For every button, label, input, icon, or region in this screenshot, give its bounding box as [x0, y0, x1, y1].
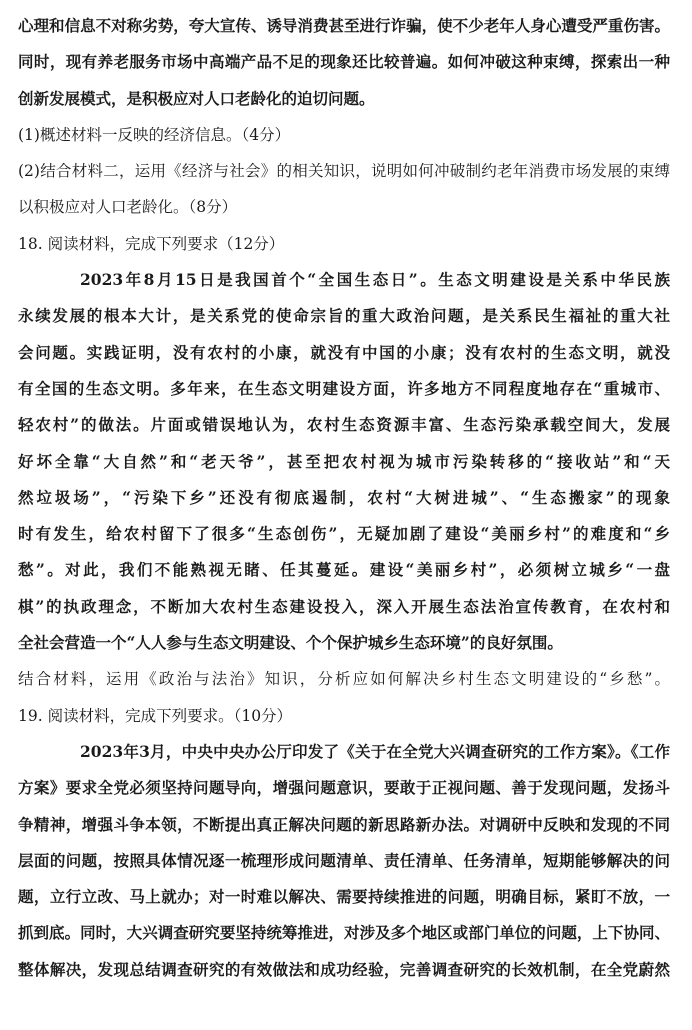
- text-line: 棋”的执政理念，不断加大农村生态建设投入，深入开展生态法治宣传教育，在农村和: [18, 596, 670, 616]
- text-line: 创新发展模式，是积极应对人口老龄化的迫切问题。: [18, 88, 375, 108]
- text-line: 会问题。实践证明，没有农村的小康，就没有中国的小康；没有农村的生态文明，就没: [18, 342, 670, 362]
- text-line: 全社会营造一个“人人参与生态文明建设、个个保护城乡生态环境”的良好氛围。: [18, 633, 563, 653]
- text-line: 以积极应对人口老龄化。（8分）: [18, 198, 238, 217]
- q17-subquestion-1: (1)概述材料一反映的经济信息。（4分）: [18, 125, 291, 144]
- text-line: 同时，现有养老服务市场中高端产品不足的现象还比较普遍。如何冲破这种束缚，探索出一种: [18, 52, 670, 72]
- text-line: 争精神，增强斗争本领，不断提出真正解决问题的新思路新办法。对调研中反映和发现的不同: [18, 814, 670, 834]
- q18-question: 结合材料，运用《政治与法治》知识，分析应如何解决乡村生态文明建设的“乡愁”。: [18, 670, 670, 689]
- text-line: 好坏全靠“大自然”和“老天爷”，甚至把农村视为城市污染转移的“接收站”和“天: [18, 451, 670, 471]
- text-line: 轻农村”的做法。片面或错误地认为，农村生态资源丰富、生态污染承载空间大，发展: [18, 415, 670, 435]
- text-line: 永续发展的根本大计，是关系党的使命宗旨的重大政治问题，是关系民生福祉的重大社: [18, 306, 670, 326]
- q19-material: [18, 734, 670, 988]
- text-line: 2023年3月，中央中央办公厅印发了《关于在全党大兴调查研究的工作方案》。《工作: [80, 741, 670, 761]
- text-line: 时有发生，给农村留下了很多“生态创伤”，无疑加剧了建设“美丽乡村”的难度和“乡: [18, 524, 670, 544]
- text-line: 2023年8月15日是我国首个“全国生态日”。生态文明建设是关系中华民族: [80, 270, 670, 290]
- text-line: 整体解决，发现总结调查研究的有效做法和成功经验，完善调查研究的长效机制，在全党蔚然: [18, 959, 670, 979]
- text-line: 有全国的生态文明。多年来，在生态文明建设方面，许多地方不同程度地存在“重城市、: [18, 378, 670, 398]
- q17-material-tail: [18, 8, 670, 117]
- text-line: 题，立行立改、马上就办；对一时难以解决、需要持续推进的问题，明确目标，紧盯不放，一: [18, 887, 670, 907]
- text-line: 方案》要求全党必须坚持问题导向，增强问题意识，要敢于正视问题、善于发现问题，发扬斗: [18, 778, 670, 798]
- text-line: 愁”。对此，我们不能熟视无睹、任其蔓延。建设“美丽乡村”，必须树立城乡“一盘: [18, 560, 670, 580]
- q17-subquestion-2: [18, 153, 670, 226]
- q19-title: 19. 阅读材料，完成下列要求。（10分）: [18, 706, 293, 725]
- text-line: 心理和信息不对称劣势，夸大宣传、诱导消费甚至进行诈骗，使不少老年人身心遭受严重伤害。: [18, 16, 670, 35]
- q18-material: [18, 262, 670, 661]
- text-line: 层面的问题，按照具体情况逐一梳理形成问题清单、责任清单、任务清单，短期能够解决的问: [18, 850, 670, 870]
- q18-title: 18. 阅读材料，完成下列要求（12分）: [18, 234, 285, 253]
- text-line: 抓到底。同时，大兴调查研究要坚持统筹推进，对涉及多个地区或部门单位的问题，上下协同、: [18, 923, 670, 943]
- text-line: (2)结合材料二，运用《经济与社会》的相关知识，说明如何冲破制约老年消费市场发展的束缚: [18, 162, 670, 181]
- text-line: 然垃圾场”，“污染下乡”还没有彻底遏制，农村“大树进城”、“生态搬家”的现象: [18, 487, 670, 507]
